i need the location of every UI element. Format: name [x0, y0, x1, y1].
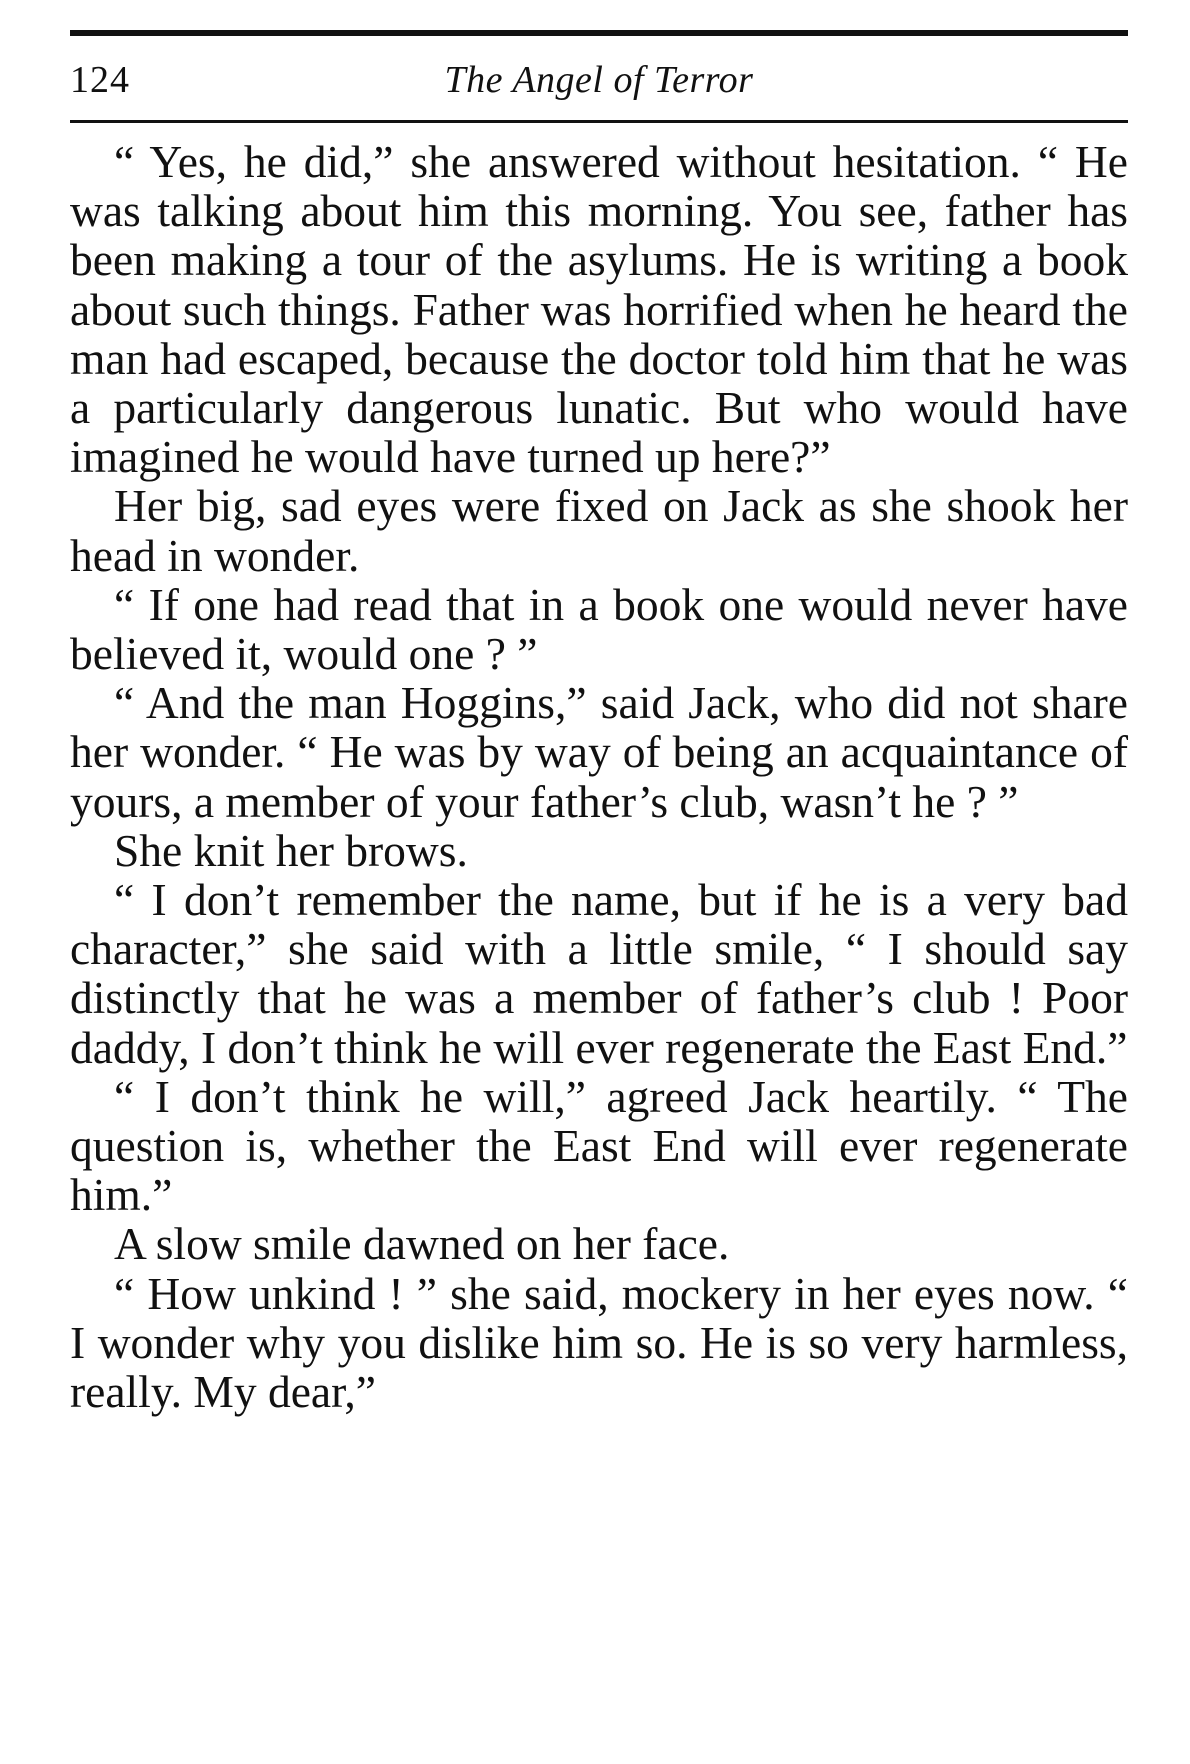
book-page	[70, 30, 1128, 1416]
paragraph: She knit her brows.	[114, 824, 468, 876]
paragraph: “ How unkind ! ” she said, mockery in her eyes now. “ I wonder why you dislike him so. He is so very harmless, really. My dear,”	[70, 1267, 1128, 1418]
paragraph: “ I don’t think he will,” agreed Jack heartily. “ The question is, whether the East End will ever regenerate him.”	[70, 1070, 1128, 1221]
paragraph: “ Yes, he did,” she answered without hesitation. “ He was talking about him this morning. You see, father has been making a tour of the asylums. He is writing a book about such things. Father was horrified when he heard the man had escaped, because the doctor told him that he was a particularly dangerous lunatic. But who would have imagined he would have turned up here?”	[70, 136, 1128, 483]
paragraph: A slow smile dawned on her face.	[114, 1218, 730, 1270]
paragraph: “ If one had read that in a book one would never have believed it, would one ? ”	[70, 578, 1128, 680]
page-number: 124	[70, 59, 130, 101]
page-header	[70, 46, 1128, 120]
running-title: The Angel of Terror	[444, 59, 754, 101]
paragraph: “ I don’t remember the name, but if he is a very bad character,” she said with a little smile, “ I should say distinctly that he was a member of father’s club ! Poor daddy, I don’t think he will ever regenerate the East End.”	[70, 874, 1128, 1073]
paragraph: Her big, sad eyes were fixed on Jack as she shook her head in wonder.	[70, 480, 1128, 581]
paragraph: “ And the man Hoggins,” said Jack, who did not share her wonder. “ He was by way of being an acquaintance of yours, a member of your father’s club, wasn’t he ? ”	[70, 677, 1128, 827]
top-rule	[70, 30, 1128, 36]
body-text	[70, 137, 1128, 1416]
header-rule	[70, 120, 1128, 123]
